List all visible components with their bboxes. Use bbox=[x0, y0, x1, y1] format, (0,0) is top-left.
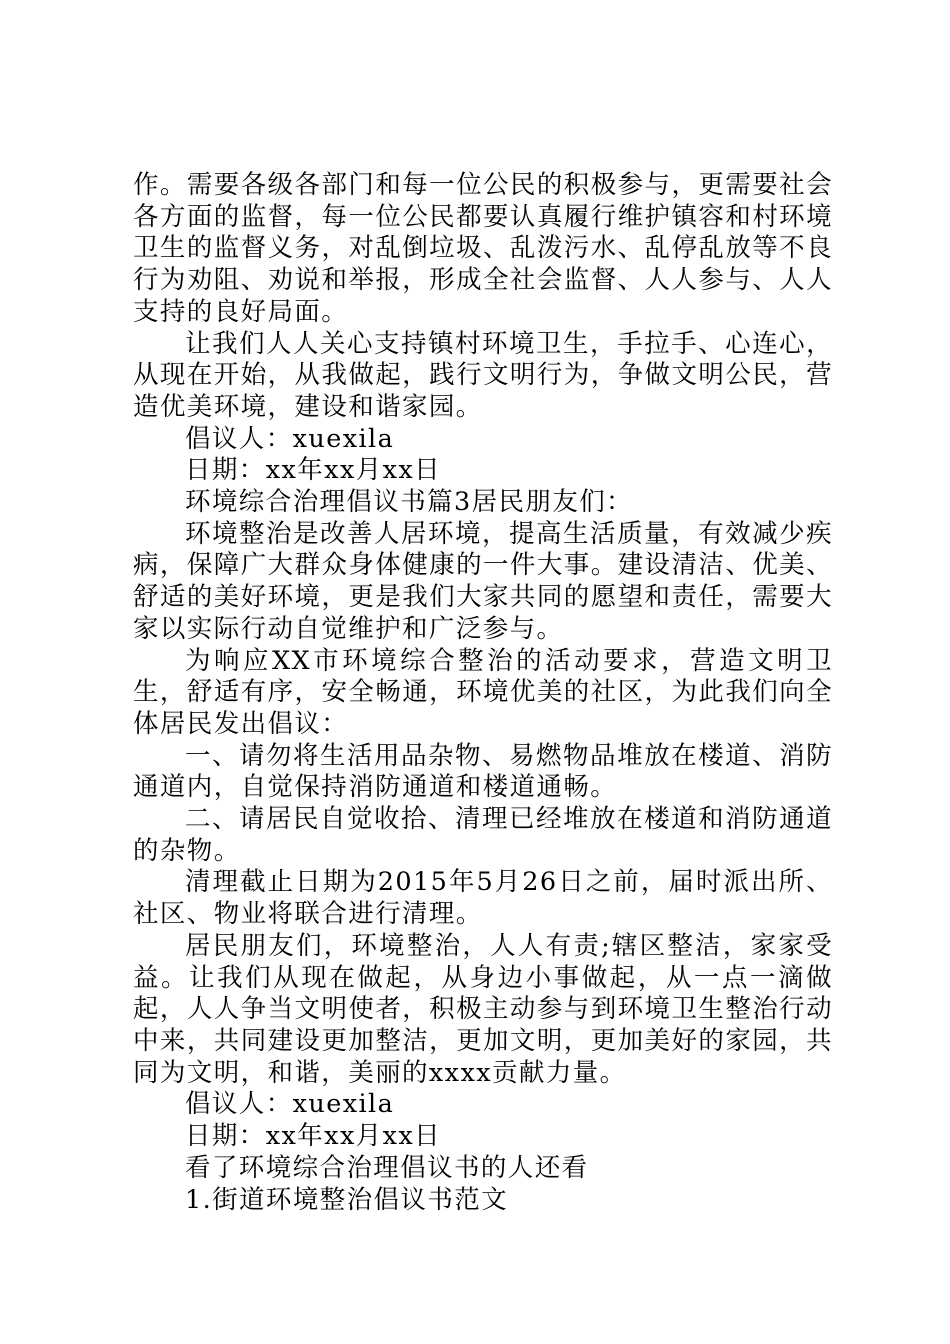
paragraph-deadline: 清理截止日期为2015年5月26日之前，届时派出所、社区、物业将联合进行清理。 bbox=[133, 867, 833, 930]
paragraph-intro: 环境整治是改善人居环境，提高生活质量，有效减少疾病，保障广大群众身体健康的一件大事。建设清洁、优美、舒适的美好环境，更是我们大家共同的愿望和责任，需要大家以实际行动自觉维护和广泛参与。 bbox=[133, 518, 833, 644]
paragraph-continuation: 作。需要各级各部门和每一位公民的积极参与，更需要社会各方面的监督，每一位公民都要认真履行维护镇容和村环境卫生的监督义务，对乱倒垃圾、乱泼污水、乱停乱放等不良行为劝阻、劝说和举报，形成全社会监督、人人参与、人人支持的良好局面。 bbox=[133, 170, 833, 327]
document-body bbox=[133, 170, 833, 1216]
paragraph-response: 为响应XX市环境综合整治的活动要求，营造文明卫生，舒适有序，安全畅通，环境优美的社区，为此我们向全体居民发出倡议： bbox=[133, 645, 833, 739]
related-heading: 看了环境综合治理倡议书的人还看 bbox=[185, 1152, 589, 1183]
date-line: 日期：xx年xx月xx日 bbox=[185, 455, 442, 486]
paragraph-closing: 居民朋友们，环境整治，人人有责;辖区整洁，家家受益。让我们从现在做起，从身边小事做起，从一点一滴做起，人人争当文明使者，积极主动参与到环境卫生整治行动中来，共同建设更加整洁，更加文明，更加美好的家园，共同为文明，和谐，美丽的xxxx贡献力量。 bbox=[133, 930, 833, 1088]
initiator-line: 倡议人：xuexila bbox=[185, 423, 395, 454]
proposal-item-1: 一、请勿将生活用品杂物、易燃物品堆放在楼道、消防通道内，自觉保持消防通道和楼道通畅。 bbox=[133, 740, 833, 803]
initiator-line-2: 倡议人：xuexila bbox=[185, 1089, 395, 1120]
section-heading: 环境综合治理倡议书篇3居民朋友们： bbox=[185, 487, 634, 518]
proposal-item-2: 二、请居民自觉收拾、清理已经堆放在楼道和消防通道的杂物。 bbox=[133, 804, 833, 866]
paragraph-call-to-action: 让我们人人关心支持镇村环境卫生，手拉手、心连心，从现在开始，从我做起，践行文明行为，争做文明公民，营造优美环境，建设和谐家园。 bbox=[133, 328, 833, 422]
date-line-2: 日期：xx年xx月xx日 bbox=[185, 1121, 442, 1152]
related-link-1[interactable]: 1.街道环境整治倡议书范文 bbox=[185, 1184, 509, 1215]
